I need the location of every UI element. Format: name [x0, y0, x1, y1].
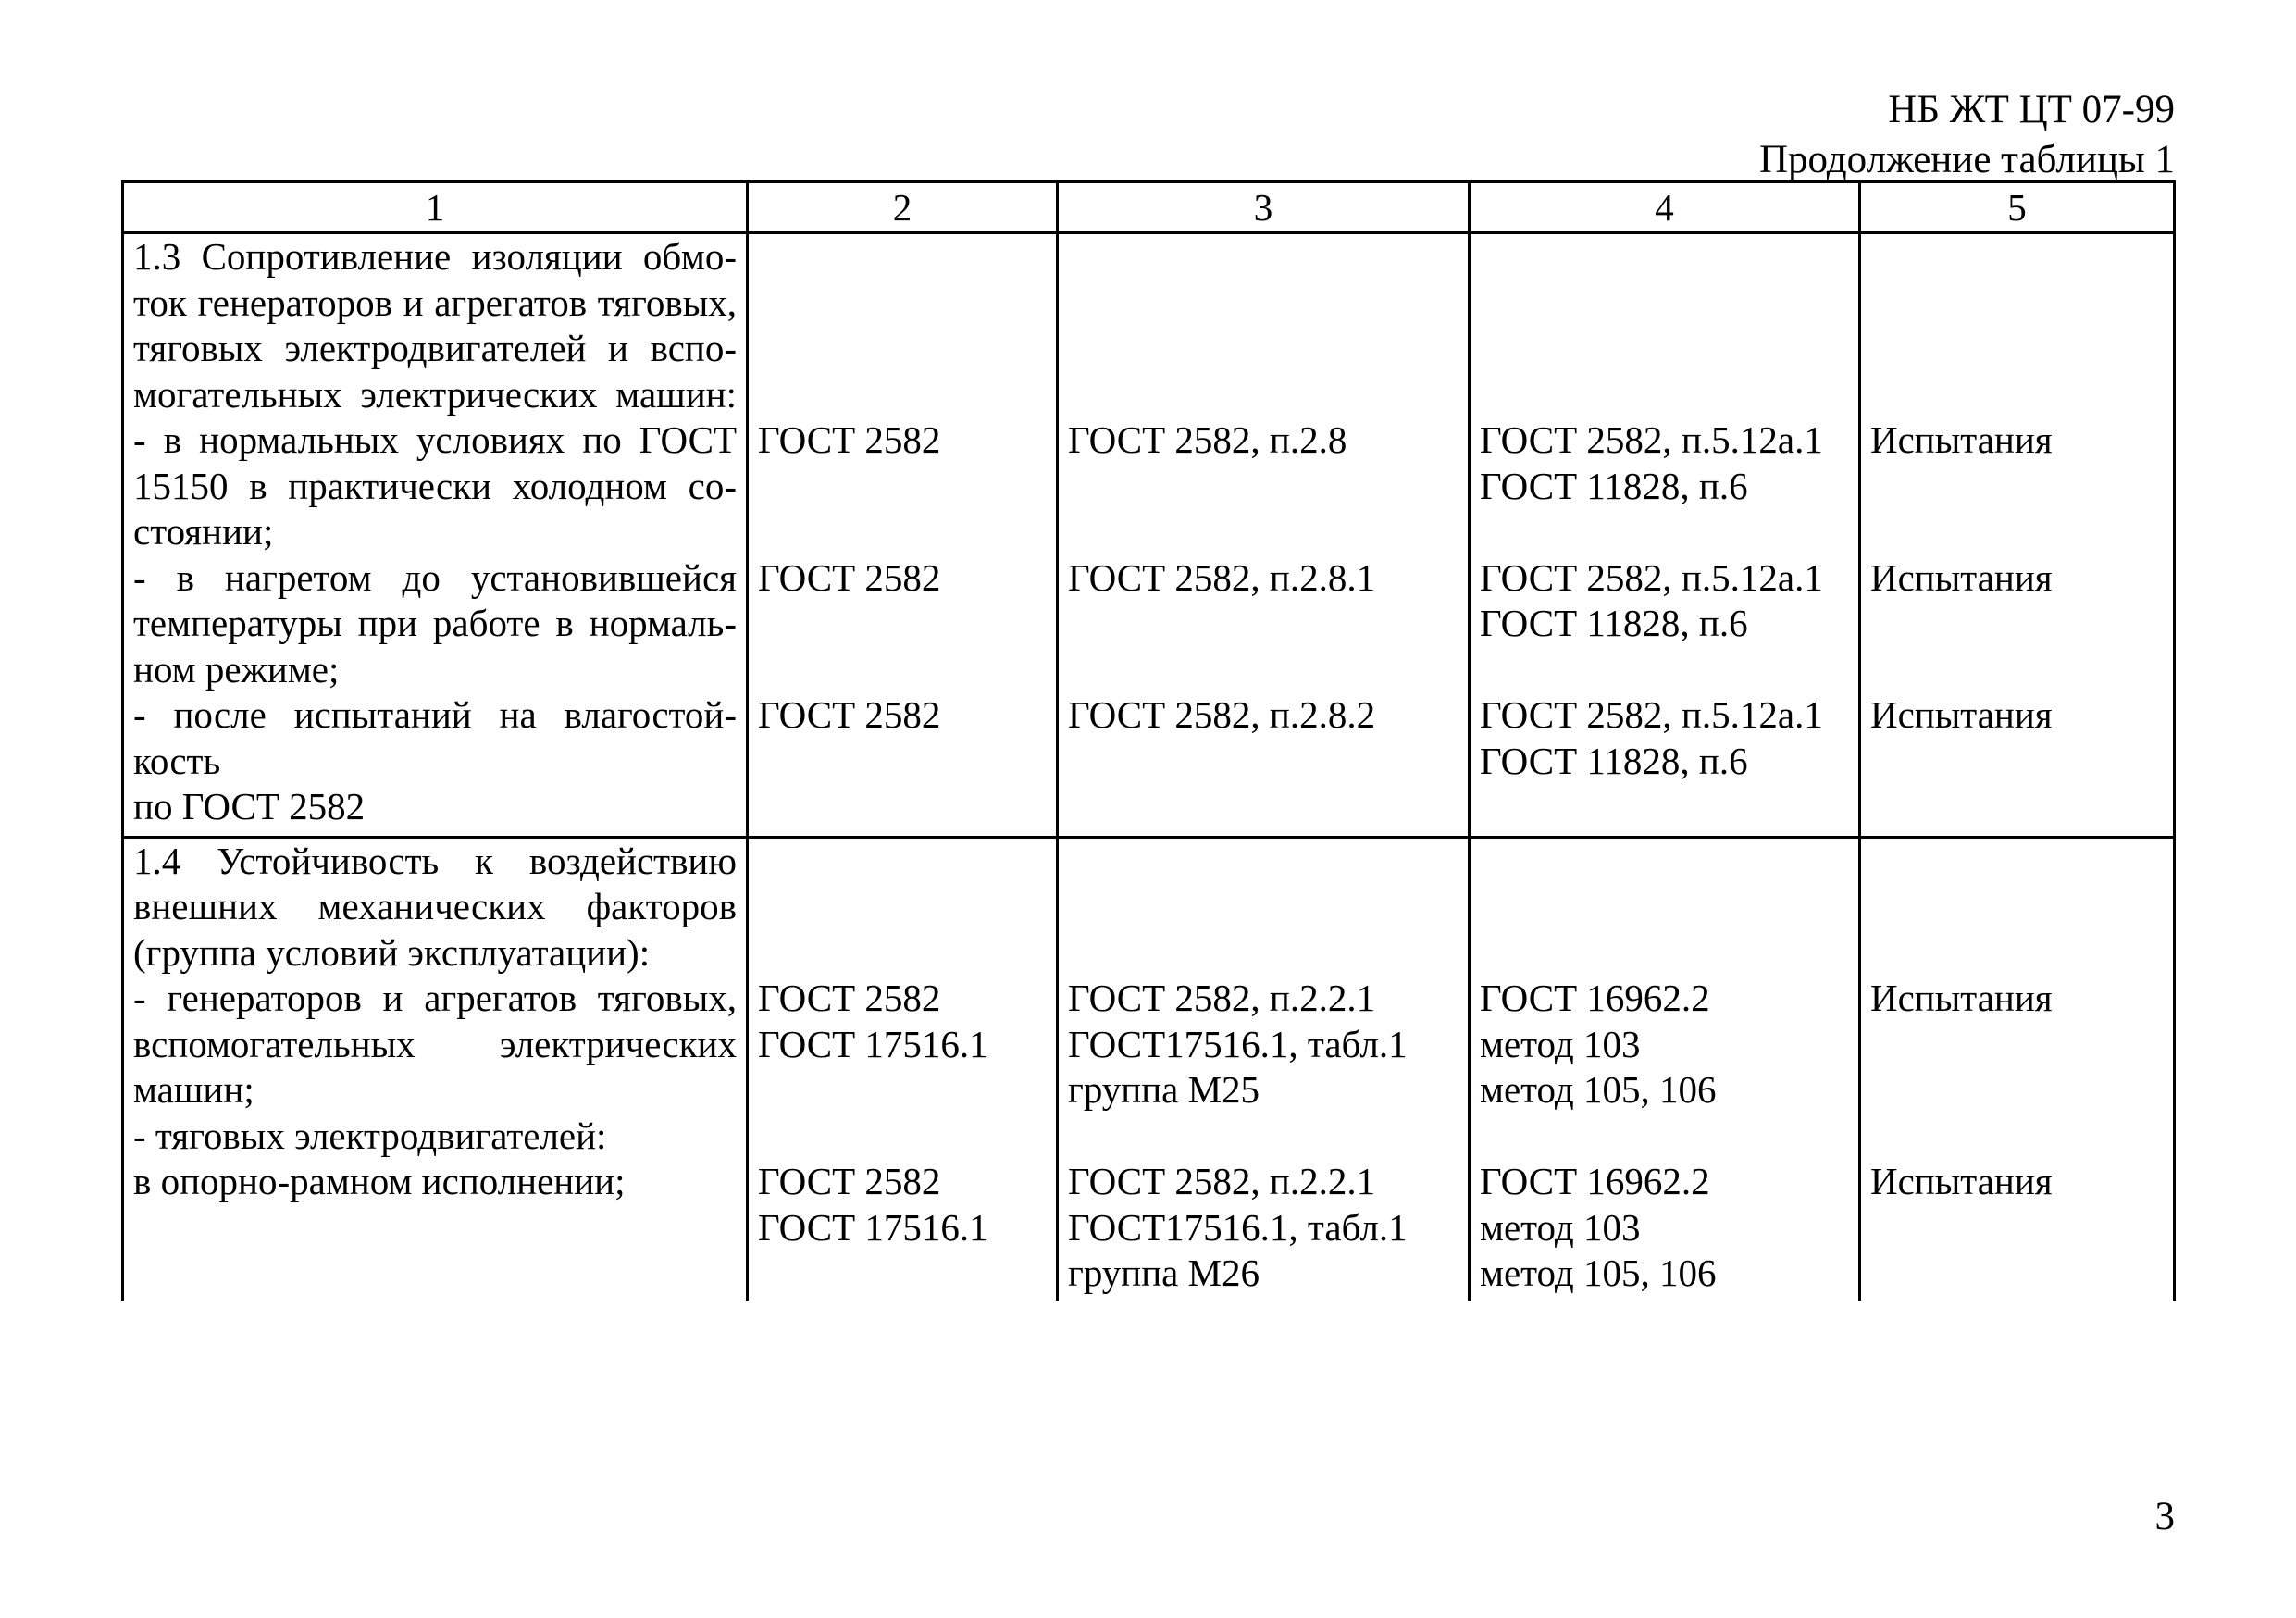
- group-title-line: 1.4 Устойчивость к воздействию: [133, 839, 737, 882]
- group-title-line: 1.3 Сопротивление изоляции обмо-: [133, 235, 737, 278]
- row-label-line: кость: [133, 739, 221, 782]
- standard-cell: [748, 976, 1058, 1114]
- table-continuation-label: Продолжение таблицы 1: [1758, 138, 2175, 181]
- table-row: [123, 692, 2175, 837]
- requirement-clause-cell: [1058, 976, 1470, 1114]
- row-label-cell: [123, 692, 748, 837]
- row-label-line: в опорно-рамном исполнении;: [133, 1160, 626, 1202]
- row-label-cell: [123, 1114, 748, 1160]
- row-label-line: вспомогательных электрических: [133, 1022, 737, 1065]
- cell-line: ГОСТ 2582: [758, 418, 941, 461]
- cell-line: метод 103: [1480, 1205, 1641, 1249]
- cell-line: ГОСТ 16962.2: [1480, 1160, 1710, 1202]
- cell-line: ГОСТ 2582: [758, 1160, 941, 1202]
- group-title-line: ток генераторов и агрегатов тяговых,: [133, 280, 737, 324]
- row-label-line: ном режиме;: [133, 647, 340, 691]
- row-label-line: 15150 в практически холодном со-: [133, 464, 737, 507]
- requirement-clause-cell: [1058, 692, 1470, 837]
- cell-line: метод 105, 106: [1480, 1068, 1717, 1111]
- requirement-clause-cell: [1058, 555, 1470, 693]
- test-method-cell: [1470, 555, 1860, 693]
- document-code: НБ ЖТ ЦТ 07-99: [1888, 88, 2175, 131]
- cell-line: ГОСТ 17516.1: [758, 1205, 988, 1249]
- row-label-cell: [123, 1159, 748, 1301]
- column-header-2: 2: [748, 182, 1058, 233]
- group-title-cell: [123, 837, 748, 976]
- cell-line: ГОСТ 11828, п.6: [1480, 739, 1748, 782]
- row-label-line: по ГОСТ 2582: [133, 785, 366, 828]
- group-title-row: [123, 233, 2175, 418]
- row-label-line: - в нормальных условиях по ГОСТ: [133, 418, 737, 461]
- verification-form-cell: [1860, 555, 2175, 693]
- cell-line: Испытания: [1870, 555, 2053, 599]
- cell-line: Испытания: [1870, 1160, 2053, 1202]
- verification-form-cell: [1860, 417, 2175, 555]
- column-header-1: 1: [123, 182, 748, 233]
- cell-line: Испытания: [1870, 693, 2053, 736]
- cell-line: группа М26: [1068, 1251, 1260, 1294]
- column-header-5: 5: [1860, 182, 2175, 233]
- cell-line: ГОСТ 17516.1: [758, 1022, 988, 1065]
- table-row: [123, 417, 2175, 555]
- column-header-3: 3: [1058, 182, 1470, 233]
- cell-line: ГОСТ 11828, п.6: [1480, 464, 1748, 507]
- cell-line: ГОСТ 2582, п.5.12а.1: [1480, 693, 1823, 736]
- cell-line: ГОСТ 11828, п.6: [1480, 602, 1748, 644]
- row-label-line: - в нагретом до установившейся: [133, 555, 737, 599]
- cell-line: группа М25: [1068, 1068, 1260, 1111]
- table-row: [123, 1159, 2175, 1301]
- group-title-line: (группа условий эксплуатации):: [133, 930, 651, 974]
- group-title-line: тяговых электродвигателей и вспо-: [133, 327, 737, 369]
- cell-line: ГОСТ 2582, п.2.2.1: [1068, 977, 1376, 1019]
- table-row: [123, 976, 2175, 1114]
- row-label-line: стоянии;: [133, 510, 274, 553]
- row-label-cell: [123, 976, 748, 1114]
- cell-line: ГОСТ 16962.2: [1480, 977, 1710, 1019]
- row-label-line: - тяговых электродвигателей:: [133, 1114, 607, 1157]
- cell-line: ГОСТ 2582, п.5.12а.1: [1480, 555, 1823, 599]
- cell-line: ГОСТ 2582, п.2.8.1: [1068, 555, 1376, 599]
- row-label-cell: [123, 555, 748, 693]
- group-title-line: внешних механических факторов: [133, 885, 737, 927]
- verification-form-cell: [1860, 1159, 2175, 1301]
- cell-line: ГОСТ 2582: [758, 693, 941, 736]
- cell-line: ГОСТ17516.1, табл.1: [1068, 1022, 1408, 1065]
- test-method-cell: [1470, 417, 1860, 555]
- group-title-line: могательных электрических машин:: [133, 372, 737, 416]
- group-title-row: [123, 837, 2175, 976]
- requirement-clause-cell: [1058, 417, 1470, 555]
- page-number: 3: [2154, 1495, 2175, 1538]
- requirements-table: [121, 180, 2176, 1301]
- row-label-line: - генераторов и агрегатов тяговых,: [133, 977, 737, 1019]
- requirement-clause-cell: [1058, 1159, 1470, 1301]
- cell-line: метод 103: [1480, 1022, 1641, 1065]
- cell-line: ГОСТ17516.1, табл.1: [1068, 1205, 1408, 1249]
- group-title-cell: [123, 233, 748, 418]
- cell-line: ГОСТ 2582, п.5.12а.1: [1480, 418, 1823, 461]
- cell-line: ГОСТ 2582, п.2.8: [1068, 418, 1347, 461]
- column-number-row: [123, 182, 2175, 233]
- table-row: [123, 555, 2175, 693]
- cell-line: ГОСТ 2582: [758, 977, 941, 1019]
- cell-line: ГОСТ 2582, п.2.8.2: [1068, 693, 1376, 736]
- row-label-line: машин;: [133, 1068, 254, 1111]
- row-label-cell: [123, 417, 748, 555]
- cell-line: Испытания: [1870, 418, 2053, 461]
- cell-line: ГОСТ 2582, п.2.2.1: [1068, 1160, 1376, 1202]
- standard-cell: [748, 692, 1058, 837]
- standard-cell: [748, 555, 1058, 693]
- standard-cell: [748, 417, 1058, 555]
- cell-line: ГОСТ 2582: [758, 555, 941, 599]
- verification-form-cell: [1860, 976, 2175, 1114]
- column-header-4: 4: [1470, 182, 1860, 233]
- test-method-cell: [1470, 1159, 1860, 1301]
- test-method-cell: [1470, 976, 1860, 1114]
- cell-line: Испытания: [1870, 977, 2053, 1019]
- test-method-cell: [1470, 692, 1860, 837]
- verification-form-cell: [1860, 692, 2175, 837]
- cell-line: метод 105, 106: [1480, 1251, 1717, 1294]
- table-row: [123, 1114, 2175, 1160]
- standard-cell: [748, 1159, 1058, 1301]
- row-label-line: температуры при работе в нормаль-: [133, 602, 737, 644]
- row-label-line: - после испытаний на влагостой-: [133, 693, 737, 736]
